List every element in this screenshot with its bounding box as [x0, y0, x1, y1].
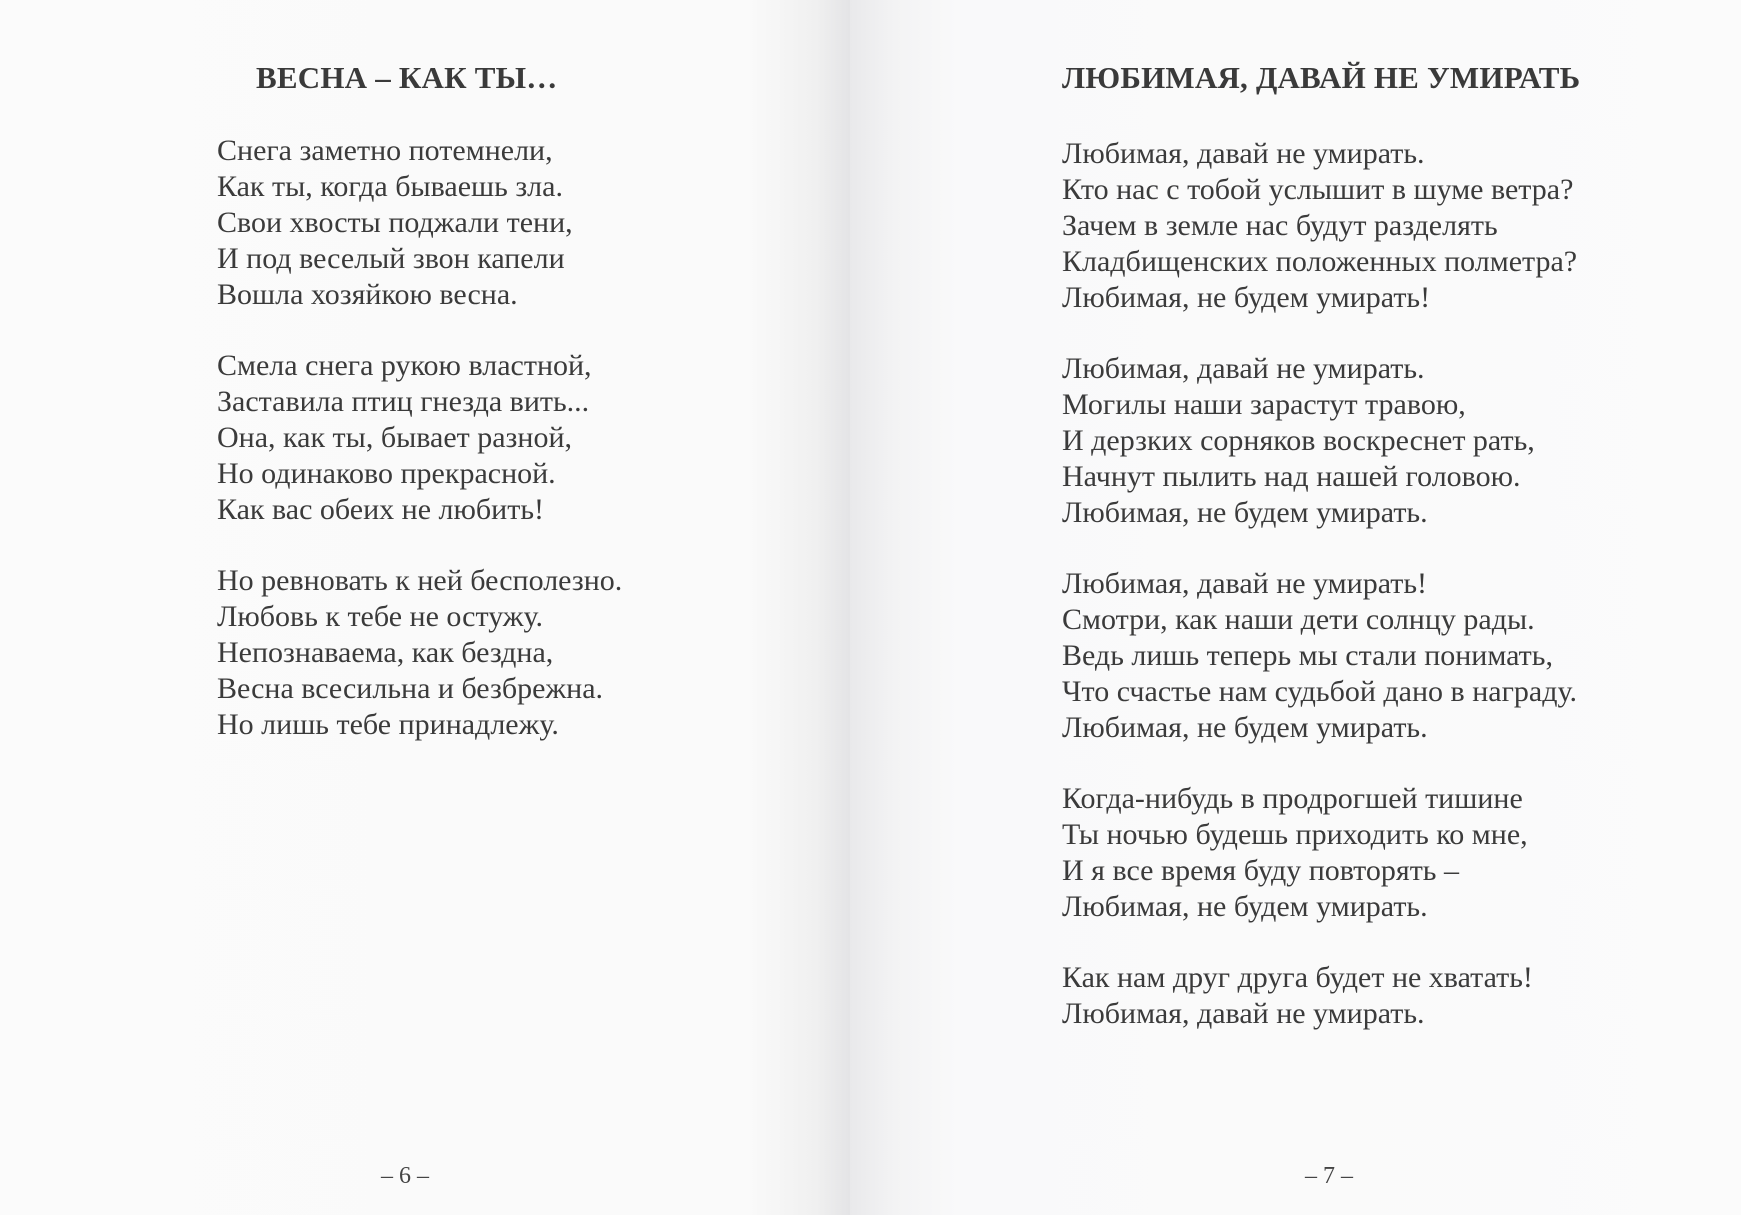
poem-line: Кладбищенских положенных полметра? — [1062, 245, 1578, 278]
poem-line: Как ты, когда бываешь зла. — [217, 170, 563, 203]
poem-line: Весна всесильна и безбрежна. — [217, 672, 604, 705]
poem-line: Она, как ты, бывает разной, — [217, 421, 573, 454]
poem-line: Любимая, не будем умирать. — [1062, 711, 1428, 744]
poem-line: Свои хвосты поджали тени, — [217, 206, 573, 239]
right-page-number: – 7 – — [1305, 1163, 1353, 1189]
poem-line: И под веселый звон капели — [217, 242, 565, 275]
poem-line: Заставила птиц гнезда вить... — [217, 385, 590, 418]
poem-line: Как нам друг друга будет не хватать! — [1062, 961, 1533, 994]
poem-line: Любимая, не будем умирать. — [1062, 890, 1428, 923]
poem-line: Любимая, давай не умирать. — [1062, 137, 1425, 170]
poem-line: Вошла хозяйкою весна. — [217, 278, 518, 311]
poem-line: Любимая, давай не умирать. — [1062, 352, 1425, 385]
poem-line: Могилы наши зарастут травою, — [1062, 388, 1466, 421]
stanza — [1062, 960, 1577, 1032]
left-poem — [217, 133, 622, 778]
left-poem-title: ВЕСНА – КАК ТЫ… — [256, 60, 558, 95]
poem-line: Ведь лишь теперь мы стали понимать, — [1062, 639, 1553, 672]
poem-line: Когда-нибудь в продрогшей тишине — [1062, 782, 1523, 815]
poem-line: И дерзких сорняков воскреснет рать, — [1062, 424, 1535, 457]
poem-line: Но одинаково прекрасной. — [217, 457, 556, 490]
right-page — [850, 0, 1741, 1215]
left-page — [0, 0, 850, 1215]
poem-line: Любимая, не будем умирать. — [1062, 496, 1428, 529]
poem-line: Ты ночью будешь приходить ко мне, — [1062, 818, 1528, 851]
poem-line: Снега заметно потемнели, — [217, 134, 553, 167]
stanza — [217, 563, 622, 743]
right-poem — [1062, 136, 1577, 1067]
stanza — [1062, 136, 1577, 316]
poem-line: Как вас обеих не любить! — [217, 493, 544, 526]
poem-line: Любимая, давай не умирать! — [1062, 567, 1428, 600]
poem-line: Любовь к тебе не остужу. — [217, 600, 544, 633]
stanza — [1062, 781, 1577, 925]
poem-line: Но лишь тебе принадлежу. — [217, 708, 559, 741]
stanza — [217, 133, 622, 313]
poem-line: Кто нас с тобой услышит в шуме ветра? — [1062, 173, 1574, 206]
left-page-number: – 6 – — [381, 1163, 429, 1189]
poem-line: И я все время буду повторять – — [1062, 854, 1459, 887]
poem-line: Начнут пылить над нашей головою. — [1062, 460, 1521, 493]
stanza — [1062, 351, 1577, 531]
poem-line: Непознаваема, как бездна, — [217, 636, 554, 669]
stanza — [217, 348, 622, 528]
right-poem-title: ЛЮБИМАЯ, ДАВАЙ НЕ УМИРАТЬ — [1062, 60, 1581, 95]
poem-line: Смотри, как наши дети солнцу рады. — [1062, 603, 1535, 636]
stanza — [1062, 566, 1577, 746]
poem-line: Но ревновать к ней бесполезно. — [217, 564, 623, 597]
poem-line: Любимая, давай не умирать. — [1062, 997, 1425, 1030]
poem-line: Любимая, не будем умирать! — [1062, 281, 1431, 314]
poem-line: Что счастье нам судьбой дано в награду. — [1062, 675, 1577, 708]
poem-line: Зачем в земле нас будут разделять — [1062, 209, 1498, 242]
poem-line: Смела снега рукою властной, — [217, 349, 592, 382]
